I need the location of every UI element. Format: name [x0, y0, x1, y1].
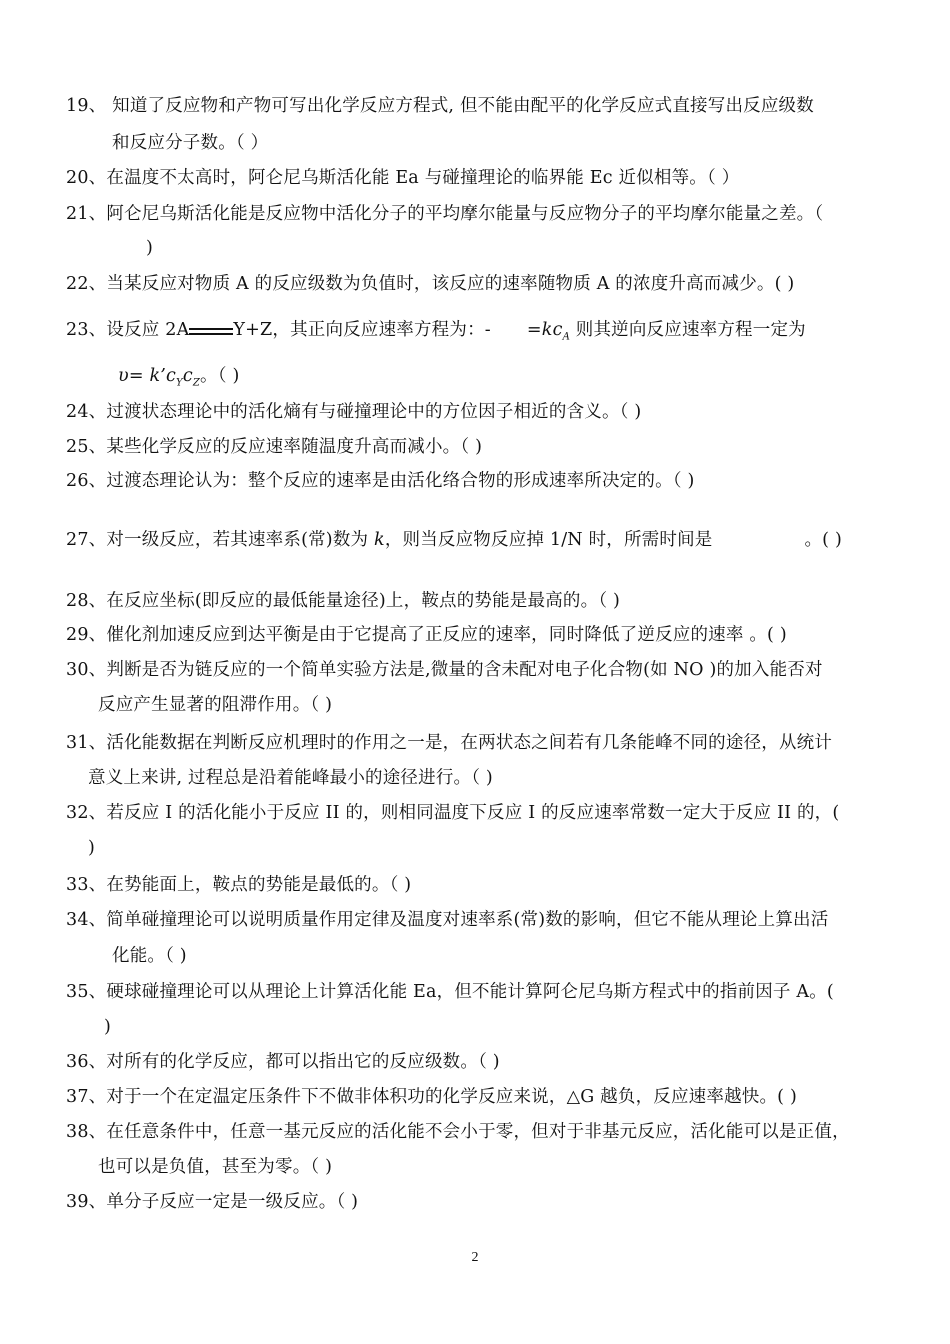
question-35: 35、硬球碰撞理论可以从理论上计算活化能 Ea，但不能计算阿仑尼乌斯方程式中的指前因子 A。(	[66, 982, 834, 1002]
question-20: 20、在温度不太高时，阿仑尼乌斯活化能 Ea 与碰撞理论的临界能 Ec 近似相等。（ ）	[66, 168, 740, 188]
q23-tail: 。（ )	[200, 366, 240, 386]
q27-end: 。( )	[804, 530, 843, 550]
question-36: 36、对所有的化学反应，都可以指出它的反应级数。（ )	[66, 1052, 500, 1072]
page-number: 2	[471, 1250, 479, 1265]
question-19: 19、 知道了反应物和产物可写出化学反应方程式, 但不能由配平的化学反应式直接写出反应级数	[66, 96, 814, 116]
q27-mid: ，则当反应物反应掉 1/N 时，所需时间是	[384, 530, 713, 550]
q23-rate-sub: A	[562, 331, 570, 343]
question-38: 38、在任意条件中，任意一基元反应的活化能不会小于零，但对于非基元反应，活化能可以是正值，	[66, 1122, 850, 1142]
question-38-cont: 也可以是负值，甚至为零。（ )	[98, 1157, 333, 1177]
equilibrium-arrow-icon	[189, 325, 233, 337]
question-30: 30、判断是否为链反应的一个简单实验方法是,微量的含未配对电子化合物(如 NO )的加入能否对	[66, 660, 823, 680]
question-19-cont: 和反应分子数。（ ）	[112, 133, 269, 153]
question-30-cont: 反应产生显著的阻滞作用。（ )	[98, 695, 333, 715]
question-33: 33、在势能面上，鞍点的势能是最低的。（ )	[66, 875, 412, 895]
q23-suffix: 则其逆向反应速率方程一定为	[570, 320, 806, 340]
question-23	[66, 318, 806, 350]
q23-c2: c	[182, 366, 193, 386]
q23-z-sub: Z	[192, 377, 201, 389]
question-32: 32、若反应 I 的活化能小于反应 II 的，则相同温度下反应 I 的反应速率常数一定大于反应 II 的，(	[66, 803, 840, 823]
question-22: 22、当某反应对物质 A 的反应级数为负值时，该反应的速率随物质 A 的浓度升高而减少。( )	[66, 274, 795, 294]
question-29: 29、催化剂加速反应到达平衡是由于它提高了正反应的速率，同时降低了逆反应的速率 。( )	[66, 625, 787, 645]
question-32-cont: )	[88, 838, 96, 858]
q23-y-sub: Y	[176, 377, 183, 389]
question-35-cont: )	[104, 1017, 112, 1037]
question-31: 31、活化能数据在判断反应机理时的作用之一是，在两状态之间若有几条能峰不同的途径，从统计	[66, 733, 833, 753]
q23-rate: =kc	[526, 320, 563, 340]
question-26: 26、过渡态理论认为：整个反应的速率是由活化络合物的形成速率所决定的。（ )	[66, 471, 695, 491]
q27-k: k	[374, 530, 385, 550]
question-34-cont: 化能。（ )	[112, 946, 187, 966]
question-21: 21、阿仑尼乌斯活化能是反应物中活化分子的平均摩尔能量与反应物分子的平均摩尔能量之差。（	[66, 204, 824, 224]
q23-prefix: 23、设反应 2A	[66, 320, 190, 340]
question-34: 34、简单碰撞理论可以说明质量作用定律及温度对速率系(常)数的影响，但它不能从理论上算出活	[66, 910, 829, 930]
q23-reverse-rate: υ= k’c	[118, 366, 177, 386]
question-23-line2	[118, 364, 239, 396]
question-31-cont: 意义上来讲, 过程总是沿着能峰最小的途径进行。（ )	[88, 768, 493, 788]
question-24: 24、过渡状态理论中的活化熵有与碰撞理论中的方位因子相近的含义。（ )	[66, 402, 642, 422]
question-39: 39、单分子反应一定是一级反应。（ )	[66, 1192, 359, 1212]
question-27	[66, 528, 842, 552]
q23-products: Y+Z，其正向反应速率方程为：-	[233, 320, 491, 340]
question-28: 28、在反应坐标(即反应的最低能量途径)上，鞍点的势能是最高的。（ )	[66, 591, 621, 611]
q27-text: 27、对一级反应，若其速率系(常)数为	[66, 530, 374, 550]
question-25: 25、某些化学反应的反应速率随温度升高而减小。（ )	[66, 437, 483, 457]
question-21-cont: )	[146, 238, 154, 258]
question-37: 37、对于一个在定温定压条件下不做非体积功的化学反应来说，△G 越负，反应速率越快。( )	[66, 1087, 797, 1107]
